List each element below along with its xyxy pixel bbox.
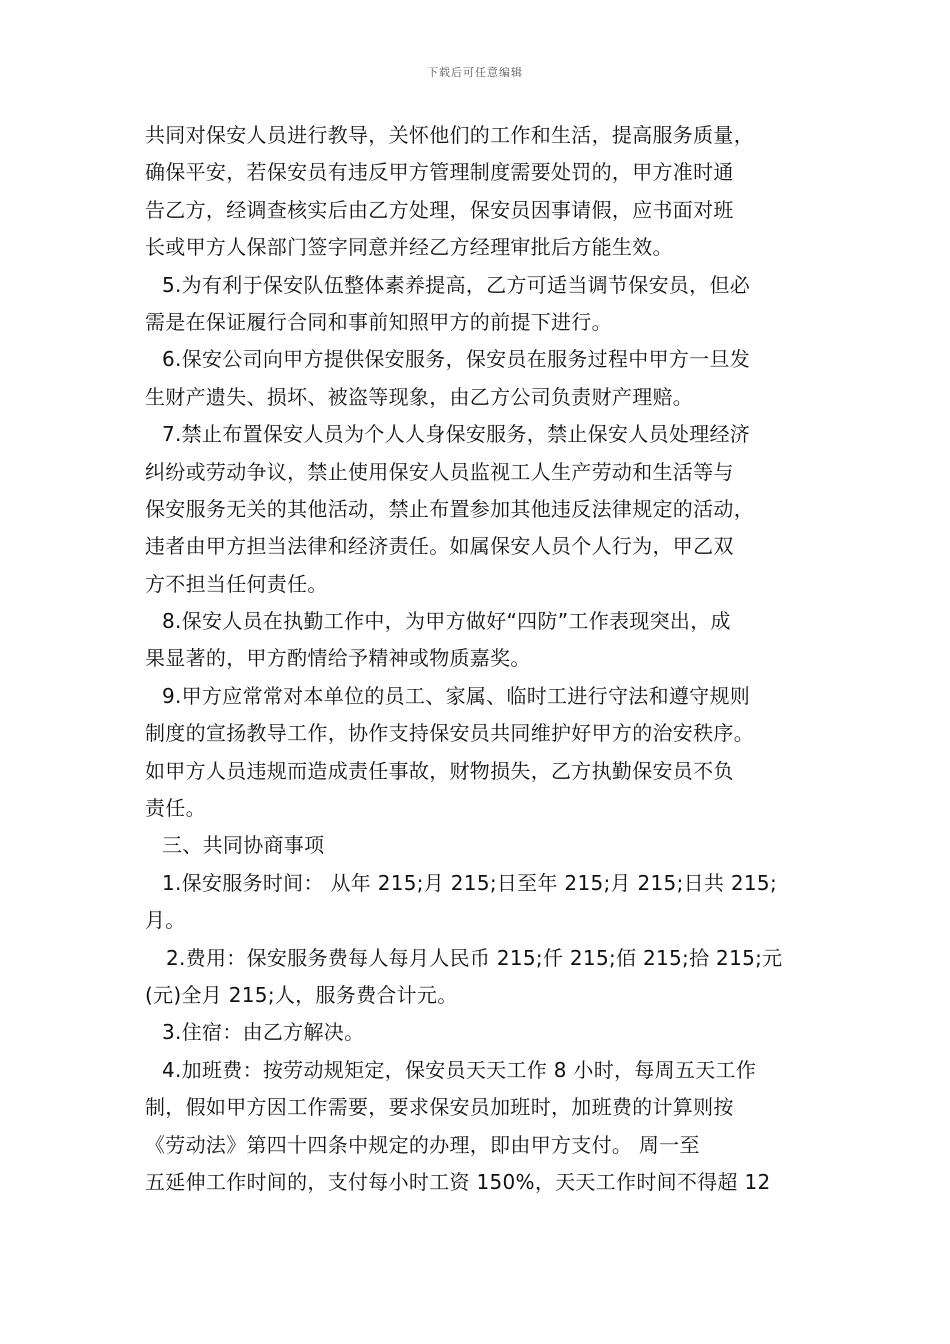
- clause-5: 5.为有利于保安队伍整体素养提高，乙方可适当调节保安员，但必: [162, 272, 751, 297]
- section-heading: 三、共同协商事项: [162, 833, 325, 858]
- text-line: 五延伸工作时间的，支付每小时工资 150%，天天工作时间不得超 12: [145, 1169, 771, 1194]
- text-line: 制度的宣扬教导工作，协作支持保安员共同维护好甲方的治安秩序。: [145, 721, 754, 746]
- text-line: 需是在保证履行合同和事前知照甲方的前提下进行。: [145, 309, 612, 334]
- text-line: 共同对保安人员进行教导，关怀他们的工作和生活，提高服务质量，: [145, 123, 754, 147]
- text-line: (元)全月 215;人，服务费合计元。: [145, 982, 458, 1007]
- clause-9: 9.甲方应常常对本单位的员工、家属、临时工进行守法和遵守规则: [162, 683, 751, 708]
- text-line: 告乙方，经调查核实后由乙方处理，保安员因事请假，应书面对班: [145, 197, 734, 222]
- clause-7: 7.禁止布置保安人员为个人人身保安服务，禁止保安人员处理经济: [162, 422, 751, 447]
- text-line: 确保平安，若保安员有违反甲方管理制度需要处罚的，甲方准时通: [145, 160, 734, 185]
- item-3-accommodation: 3.住宿：由乙方解决。: [162, 1020, 365, 1045]
- text-line: 《劳动法》第四十四条中规定的办理，即由甲方支付。 周一至: [145, 1132, 700, 1157]
- text-line: 方不担当任何责任。: [145, 571, 328, 596]
- text-line: 纠纷或劳动争议，禁止使用保安人员监视工人生产劳动和生活等与: [145, 459, 734, 484]
- text-line: 月。: [145, 908, 186, 933]
- text-line: 生财产遗失、损坏、被盗等现象，由乙方公司负责财产理赔。: [145, 384, 694, 409]
- text-line: 如甲方人员违规而造成责任事故，财物损失，乙方执勤保安员不负: [145, 758, 734, 783]
- item-2-fees: 2.费用：保安服务费每人每月人民币 215;仟 215;佰 215;拾 215;元: [166, 945, 783, 970]
- text-line: 果显著的，甲方酌情给予精神或物质嘉奖。: [145, 646, 531, 671]
- text-line: 长或甲方人保部门签字同意并经乙方经理审批后方能生效。: [145, 235, 673, 260]
- item-4-overtime: 4.加班费：按劳动规矩定，保安员天天工作 8 小时，每周五天工作: [162, 1057, 757, 1082]
- text-line: 违者由甲方担当法律和经济责任。如属保安人员个人行为，甲乙双: [145, 534, 734, 559]
- clause-8: 8.保安人员在执勤工作中，为甲方做好“四防”工作表现突出，成: [162, 609, 731, 634]
- clause-6: 6.保安公司向甲方提供保安服务，保安员在服务过程中甲方一旦发: [162, 347, 751, 372]
- text-line: 责任。: [145, 796, 206, 821]
- page-header: 下载后可任意编辑: [427, 66, 523, 79]
- text-line: 制，假如甲方因工作需要，要求保安员加班时，加班费的计算则按: [145, 1095, 734, 1120]
- text-line: 保安服务无关的其他活动，禁止布置参加其他违反法律规定的活动，: [145, 496, 754, 521]
- document-body: [145, 117, 815, 1201]
- item-1-service-time: 1.保安服务时间： 从年 215;月 215;日至年 215;月 215;日共 215;: [162, 870, 777, 895]
